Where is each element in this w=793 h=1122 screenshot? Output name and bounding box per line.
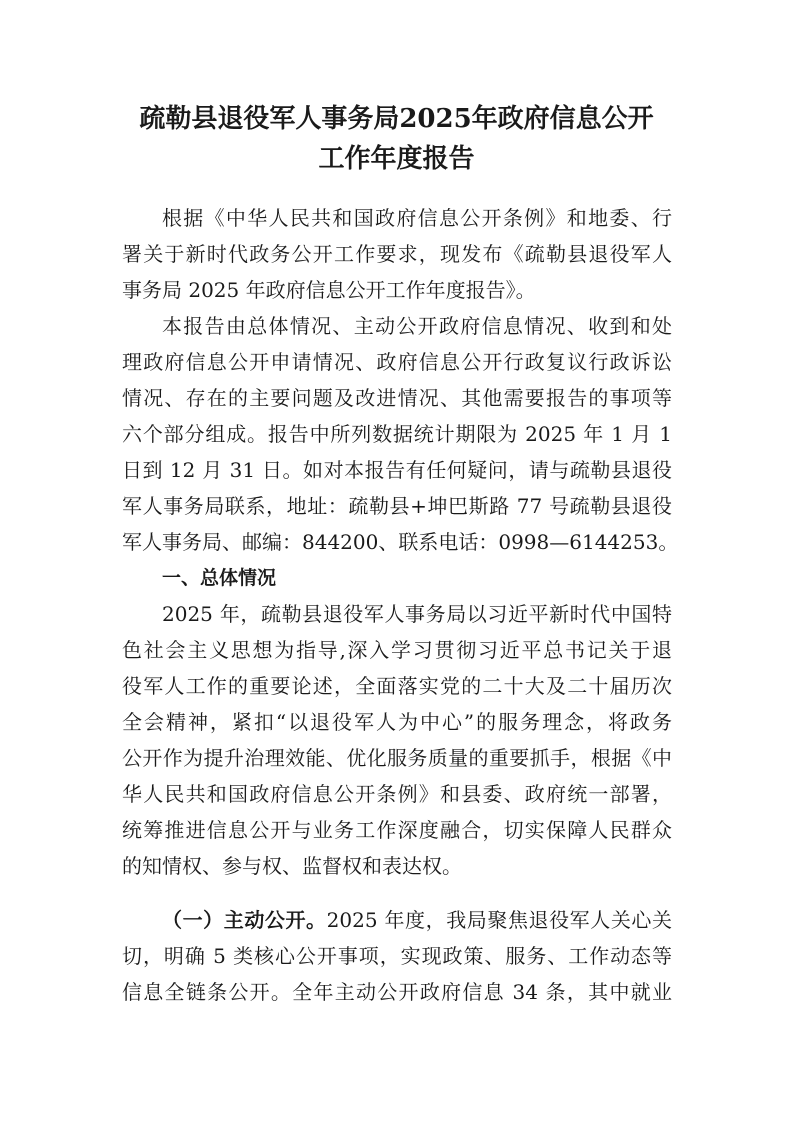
active-disclosure-line-1-text: 2025 年度，我局聚焦退役军人关心关 <box>326 908 673 932</box>
intro-line-3: 事务局 2025 年政府信息公开工作年度报告》。 <box>122 278 536 302</box>
structure-line-1: 本报告由总体情况、主动公开政府信息情况、收到和处 <box>162 314 672 338</box>
active-disclosure-line-2: 切，明确 5 类核心公开事项，实现政策、服务、工作动态等 <box>122 944 672 968</box>
structure-line-6: 军人事务局联系，地址：疏勒县+坤巴斯路 77 号疏勒县退役 <box>122 494 672 518</box>
structure-line-4: 六个部分组成。报告中所列数据统计期限为 2025 年 1 月 1 <box>122 422 672 446</box>
structure-line-7: 军人事务局、邮编：844200、联系电话：0998—6144253。 <box>122 530 679 554</box>
intro-line-1: 根据《中华人民共和国政府信息公开条例》和地委、行 <box>162 206 672 230</box>
intro-line-2: 署关于新时代政务公开工作要求，现发布《疏勒县退役军人 <box>122 242 672 266</box>
structure-line-3: 情况、存在的主要问题及改进情况、其他需要报告的事项等 <box>122 386 672 410</box>
overview-line-4: 全会精神，紧扣“以退役军人为中心”的服务理念，将政务 <box>122 710 672 734</box>
document-title-line-2: 工作年度报告 <box>318 144 475 174</box>
active-disclosure-line-3: 信息全链条公开。全年主动公开政府信息 34 条，其中就业 <box>122 980 672 1004</box>
overview-line-1: 2025 年，疏勒县退役军人事务局以习近平新时代中国特 <box>162 602 672 626</box>
document-title-line-1: 疏勒县退役军人事务局2025年政府信息公开 <box>139 104 654 134</box>
active-disclosure-line-1 <box>162 906 672 934</box>
overview-line-8: 的知情权、参与权、监督权和表达权。 <box>122 854 462 878</box>
structure-line-2: 理政府信息公开申请情况、政府信息公开行政复议行政诉讼 <box>122 350 672 374</box>
section-heading-overview: 一、总体情况 <box>162 567 277 589</box>
overview-line-5: 公开作为提升治理效能、优化服务质量的重要抓手，根据《中 <box>122 746 672 770</box>
overview-line-7: 统筹推进信息公开与业务工作深度融合，切实保障人民群众 <box>122 818 672 842</box>
overview-line-3: 役军人工作的重要论述，全面落实党的二十大及二十届历次 <box>122 674 672 698</box>
structure-line-5: 日到 12 月 31 日。如对本报告有任何疑问，请与疏勒县退役 <box>122 458 672 482</box>
subsection-label-active-disclosure: （一）主动公开。 <box>162 908 327 932</box>
overview-line-2: 色社会主义思想为指导,深入学习贯彻习近平总书记关于退 <box>122 638 672 662</box>
overview-line-6: 华人民共和国政府信息公开条例》和县委、政府统一部署， <box>122 782 672 806</box>
